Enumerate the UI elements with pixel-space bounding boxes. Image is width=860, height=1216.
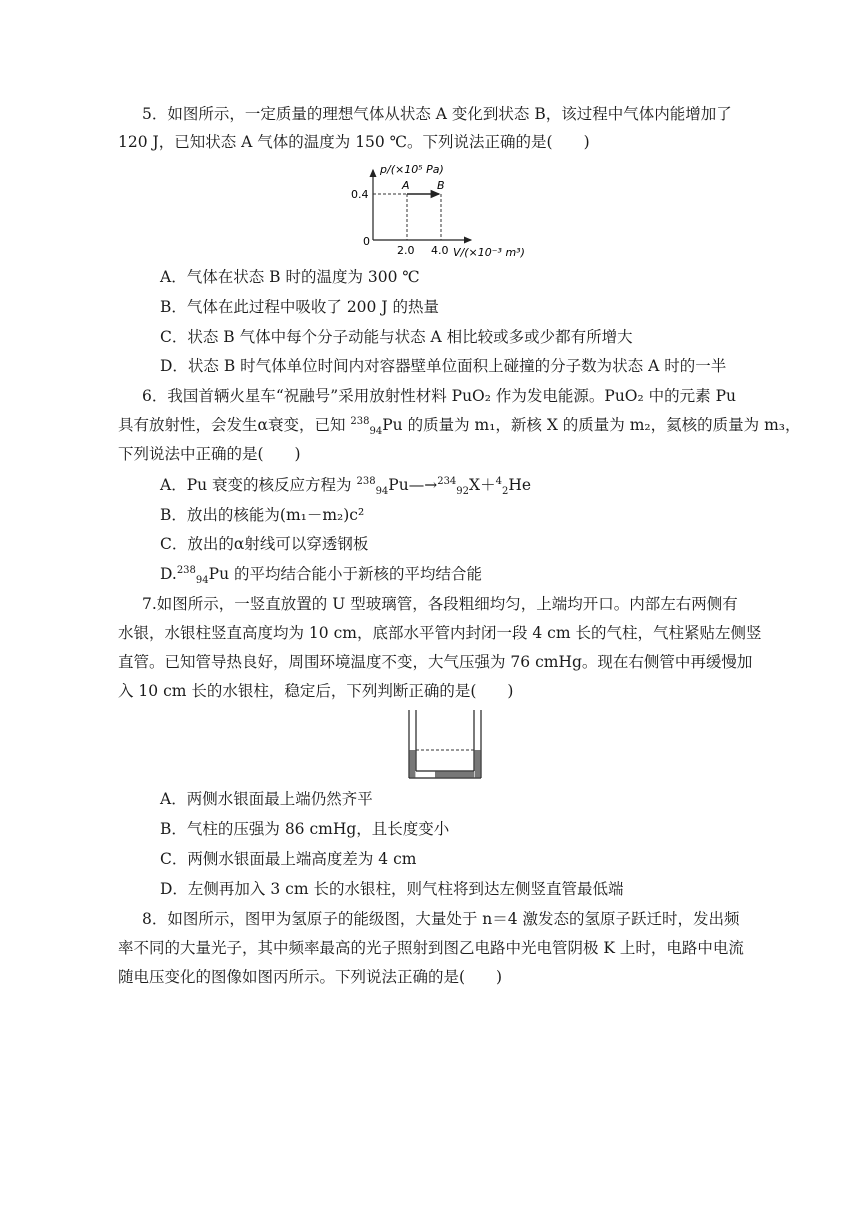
q8-line-3: 随电压变化的图像如图丙所示。下列说法正确的是( )	[118, 968, 503, 986]
q6-option-a: A．Pu 衰变的核反应方程为 $^{238}_{94}$Pu—→$^{234}_{92}$X＋$^4_2$He	[160, 475, 532, 498]
q8-line-1: 8．如图所示，图甲为氢原子的能级图，大量处于 n＝4 激发态的氢原子跃迁时，发出频	[142, 910, 740, 928]
q6-line-3: 下列说法中正确的是( )	[118, 445, 301, 463]
u-tube-diagram	[405, 708, 487, 782]
x-axis-label: V/(×10⁻³ m³)	[453, 246, 525, 259]
point-b-label: B	[437, 179, 445, 192]
mercury-left	[410, 750, 416, 777]
q7-option-a: A．两侧水银面最上端仍然齐平	[160, 790, 373, 808]
x-tick-a: 2.0	[397, 244, 415, 257]
q7-line-4: 入 10 cm 长的水银柱，稳定后，下列判断正确的是( )	[118, 682, 514, 700]
mercury-right	[475, 750, 481, 777]
q7-line-2: 水银，水银柱竖直高度均为 10 cm，底部水平管内封闭一段 4 cm 长的气柱，气柱紧贴左侧竖	[118, 624, 762, 642]
pv-graph	[345, 158, 545, 262]
q5-option-d: D．状态 B 时气体单位时间内对容器壁单位面积上碰撞的分子数为状态 A 时的一半	[160, 357, 727, 375]
y-tick: 0.4	[351, 188, 369, 201]
q7-option-b: B．气柱的压强为 86 cmHg，且长度变小	[160, 820, 450, 838]
x-tick-b: 4.0	[431, 244, 449, 257]
origin-label: 0	[363, 235, 370, 248]
q7-option-c: C．两侧水银面最上端高度差为 4 cm	[160, 850, 417, 868]
q5-option-c: C．状态 B 气体中每个分子动能与状态 A 相比较或多或少都有所增大	[160, 328, 633, 346]
q7-option-d: D．左侧再加入 3 cm 长的水银柱，则气柱将到达左侧竖直管最低端	[160, 880, 624, 898]
q5-option-b: B．气体在此过程中吸收了 200 J 的热量	[160, 298, 439, 316]
y-axis-label: p/(×10⁵ Pa)	[380, 163, 444, 176]
q6-line-2: 具有放射性，会发生α衰变，已知 $^{238}_{94}$Pu 的质量为 m₁，新核 X 的质量为 m₂，氦核的质量为 m₃，	[118, 415, 801, 438]
mercury-bottom	[435, 772, 474, 778]
q6-line-1: 6．我国首辆火星车“祝融号”采用放射性材料 PuO₂ 作为发电能源。PuO₂ 中的元素 Pu	[142, 387, 736, 405]
q8-line-2: 率不同的大量光子，其中频率最高的光子照射到图乙电路中光电管阴极 K 上时，电路中电流	[118, 939, 744, 957]
q5-line-1: 5．如图所示，一定质量的理想气体从状态 A 变化到状态 B，该过程中气体内能增加了	[142, 105, 732, 123]
q6-option-b: B．放出的核能为(m₁－m₂)c²	[160, 506, 365, 524]
q7-line-1: 7.如图所示，一竖直放置的 U 型玻璃管，各段粗细均匀，上端均开口。内部左右两侧有	[142, 595, 738, 613]
point-a-label: A	[402, 179, 410, 192]
q6-option-c: C．放出的α射线可以穿透钢板	[160, 535, 369, 553]
q5-line-2: 120 J，已知状态 A 气体的温度为 150 ℃。下列说法正确的是( )	[118, 133, 590, 151]
q5-option-a: A．气体在状态 B 时的温度为 300 ℃	[160, 268, 420, 286]
q7-line-3: 直管。已知管导热良好，周围环境温度不变，大气压强为 76 cmHg。现在右侧管中再缓慢加	[118, 653, 753, 671]
q6-option-d: D.$^{238}_{94}$Pu 的平均结合能小于新核的平均结合能	[160, 564, 482, 587]
